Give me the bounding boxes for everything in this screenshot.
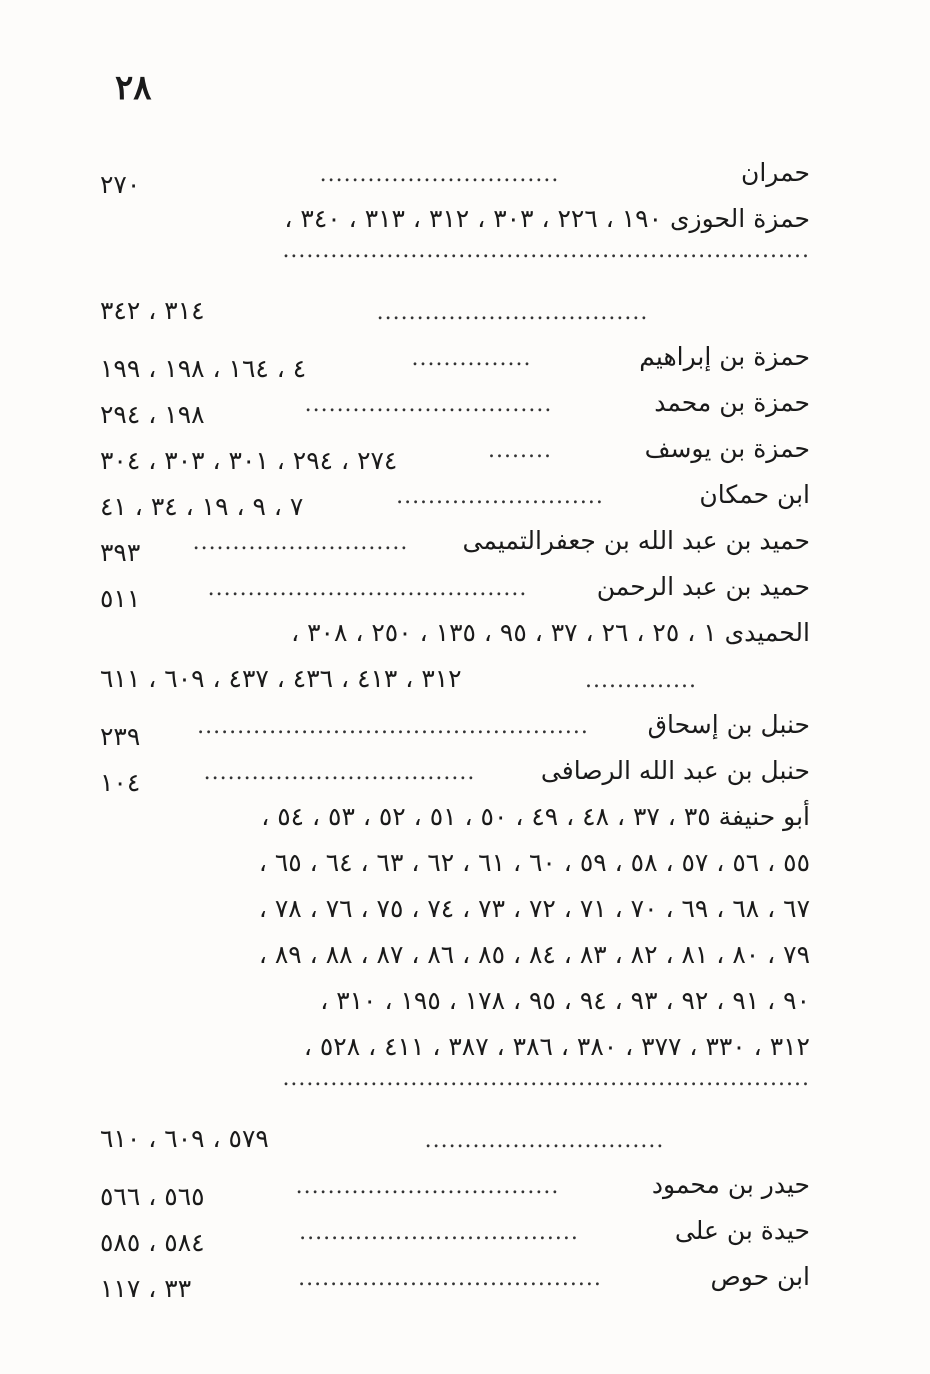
page-references: ٢٧٠ — [100, 170, 141, 199]
page-references: ٥٦٥ ، ٥٦٦ — [100, 1182, 205, 1211]
page-references: ٢٧٤ ، ٢٩٤ ، ٣٠١ ، ٣٠٣ ، ٣٠٤ — [100, 446, 398, 475]
page-references: ٤ ، ١٦٤ ، ١٩٨ ، ١٩٩ — [100, 354, 307, 383]
index-line — [100, 886, 810, 932]
index-line — [100, 150, 810, 199]
index-entry-name: حميد بن عبد الله بن جعفرالتميمى — [462, 526, 810, 555]
index-entry-name: حميد بن عبد الرحمن — [596, 572, 810, 601]
leader-dots: ...................................... — [298, 1266, 602, 1291]
index-entry-name: حنبل بن عبد الله الرصافى — [540, 756, 810, 785]
index-line — [100, 334, 810, 383]
leader-dots: .................................. — [203, 760, 476, 785]
index-line — [100, 238, 810, 288]
leader-dots: .......................... — [396, 484, 604, 509]
index-line — [100, 1066, 810, 1116]
index-entry-name: ٥٥ ، ٥٦ ، ٥٧ ، ٥٨ ، ٥٩ ، ٦٠ ، ٦١ ، ٦٢ ، ٦٣ ، ٦٤ ، ٦٥ ، — [258, 848, 810, 877]
leader-dots: ............................... — [304, 392, 553, 417]
index-line — [100, 840, 810, 886]
page-references: ٥٨٤ ، ٥٨٥ — [100, 1228, 205, 1257]
index-entry-name: حيدر بن محمود — [651, 1170, 810, 1199]
index-line — [100, 978, 810, 1024]
leader-dots: .............. — [585, 668, 697, 693]
page-references: ١٩٨ ، ٢٩٤ — [100, 400, 205, 429]
page-references: ٢٣٩ — [100, 722, 141, 751]
page-references: ٧ ، ٩ ، ١٩ ، ٣٤ ، ٤١ — [100, 492, 304, 521]
index-line — [100, 426, 810, 475]
page-references: ١٠٤ — [100, 768, 141, 797]
index-line — [100, 472, 810, 521]
index-entry-name: حمزة بن إبراهيم — [639, 342, 810, 371]
index-line — [100, 932, 810, 978]
index-line — [100, 656, 810, 702]
index-line — [100, 1116, 810, 1162]
leader-dots: ............... — [411, 346, 532, 371]
index-entry-name: حمزة بن محمد — [654, 388, 810, 417]
leader-dots: .................................. — [376, 300, 649, 325]
page-references: ٣١٤ ، ٣٤٢ — [100, 296, 205, 325]
index-line — [100, 702, 810, 751]
index-entry-name: حنبل بن إسحاق — [647, 710, 810, 739]
index-line — [100, 518, 810, 567]
page-references: ٣٩٣ — [100, 538, 141, 567]
index-line — [100, 1208, 810, 1257]
index-entry-name: ٣١٢ ، ٣٣٠ ، ٣٧٧ ، ٣٨٠ ، ٣٨٦ ، ٣٨٧ ، ٤١١ ، ٥٢٨ ، — [303, 1032, 810, 1061]
index-entry-name: حمزة بن يوسف — [644, 434, 810, 463]
index-line — [100, 564, 810, 613]
index-line — [100, 794, 810, 840]
page-references: ٣٣ ، ١١٧ — [100, 1274, 192, 1303]
index-entry-name: حيدة بن على — [674, 1216, 810, 1245]
index-entry-name: ٩٠ ، ٩١ ، ٩٢ ، ٩٣ ، ٩٤ ، ٩٥ ، ١٧٨ ، ١٩٥ ، ٣١٠ ، — [320, 986, 810, 1015]
leader-dots: .............................. — [319, 162, 560, 187]
index-line — [100, 748, 810, 797]
leader-dots: .................................................................. — [282, 1066, 810, 1091]
leader-dots: .............................. — [424, 1128, 665, 1153]
page-number: ٢٨ — [115, 68, 152, 108]
name-index — [100, 150, 810, 1303]
index-entry-name: الحميدى ١ ، ٢٥ ، ٢٦ ، ٣٧ ، ٩٥ ، ١٣٥ ، ٢٥٠ ، ٣٠٨ ، — [291, 618, 810, 647]
index-entry-name: ابن حوص — [710, 1262, 810, 1291]
index-entry-name: حمران — [740, 158, 810, 187]
index-entry-name: ٧٩ ، ٨٠ ، ٨١ ، ٨٢ ، ٨٣ ، ٨٤ ، ٨٥ ، ٨٦ ، ٨٧ ، ٨٨ ، ٨٩ ، — [258, 940, 810, 969]
leader-dots: ........................................ — [207, 576, 528, 601]
index-entry-name: ابن حمكان — [699, 480, 810, 509]
page-references: ٣١٢ ، ٤١٣ ، ٤٣٦ ، ٤٣٧ ، ٦٠٩ ، ٦١١ — [100, 664, 462, 693]
page-references: ٥٧٩ ، ٦٠٩ ، ٦١٠ — [100, 1124, 269, 1153]
index-line — [100, 1254, 810, 1303]
index-entry-name: ٦٧ ، ٦٨ ، ٦٩ ، ٧٠ ، ٧١ ، ٧٢ ، ٧٣ ، ٧٤ ، ٧٥ ، ٧٦ ، ٧٨ ، — [258, 894, 810, 923]
index-line — [100, 288, 810, 334]
index-line — [100, 1162, 810, 1211]
index-line — [100, 380, 810, 429]
leader-dots: .................................................................. — [282, 238, 810, 263]
leader-dots: ................................. — [295, 1174, 560, 1199]
page-references: ٥١١ — [100, 584, 141, 613]
index-entry-name: حمزة الحوزى ١٩٠ ، ٢٢٦ ، ٣٠٣ ، ٣١٢ ، ٣١٣ ، ٣٤٠ ، — [284, 204, 810, 233]
index-entry-name: أبو حنيفة ٣٥ ، ٣٧ ، ٤٨ ، ٤٩ ، ٥٠ ، ٥١ ، ٥٢ ، ٥٣ ، ٥٤ ، — [261, 802, 810, 831]
leader-dots: ................................... — [299, 1220, 579, 1245]
index-line — [100, 610, 810, 656]
leader-dots: ........................... — [192, 530, 409, 555]
leader-dots: ........ — [488, 438, 552, 463]
leader-dots: ................................................. — [197, 714, 589, 739]
